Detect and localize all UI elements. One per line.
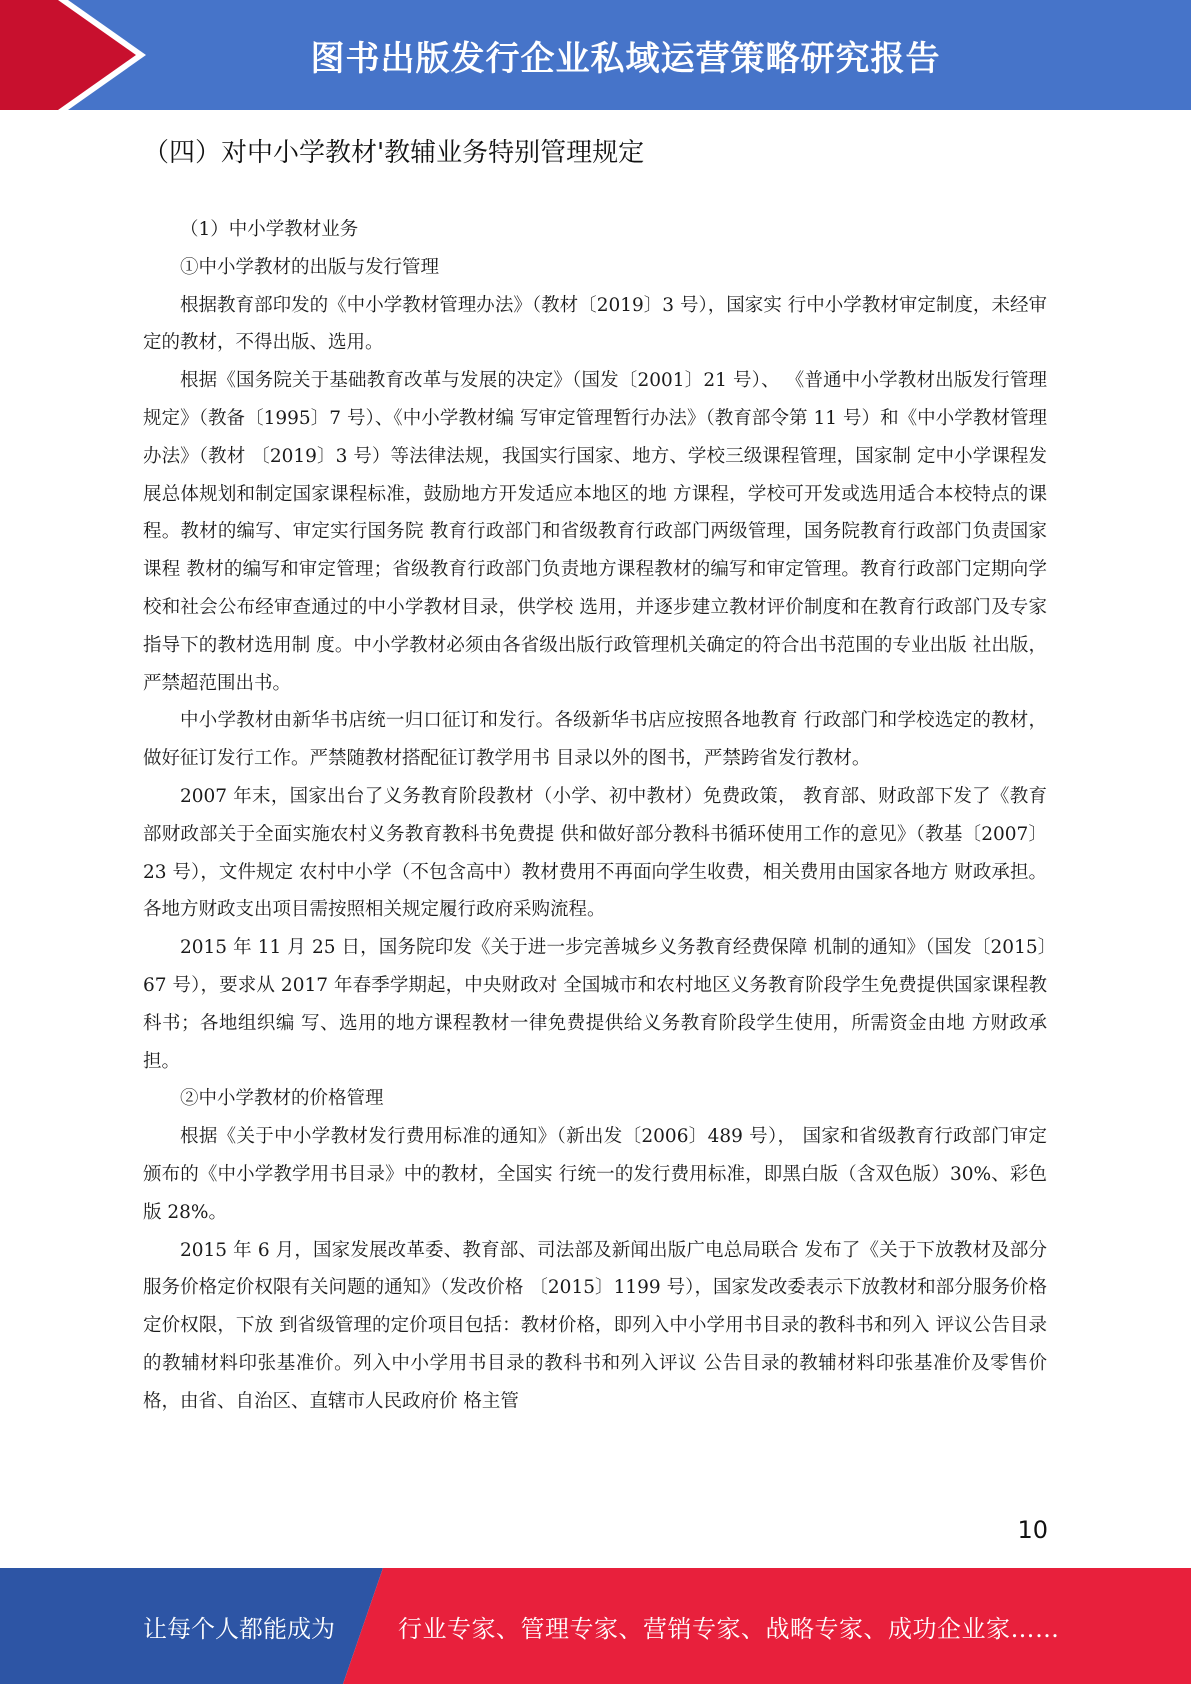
section-heading: （四）对中小学教材'教辅业务特别管理规定 [143, 138, 645, 168]
paragraph-subheading: ②中小学教材的价格管理 [180, 1088, 384, 1110]
paragraph-subheading: （1）中小学教材业务 [180, 219, 359, 240]
footer-slogan-left: 让每个人都能成为 [143, 1614, 335, 1643]
document-title: 图书出版发行企业私域运营策略研究报告 [310, 38, 941, 79]
footer-slogan-right: 行业专家、管理专家、营销专家、战略专家、成功企业家…… [398, 1614, 1060, 1643]
paragraph: 2007 年末，国家出台了义务教育阶段教材（小学、初中教材）免费政策， 教育部、财政部下发了《教育部财政部关于全面实施农村义务教育教科书免费提 供和做好部分教科书循环使用工作的意见》（教基〔2007〕23 号），文件规定 农村中小学（不包含高中）教材费用不再面向学生收费，相关费用由国家各地方 财政承担。各地方财政支出项目需按照相关规定履行政府采购流程。 [143, 785, 1047, 921]
footer-banner [0, 1568, 1191, 1684]
paragraph: 2015 年 6 月，国家发展改革委、教育部、司法部及新闻出版广电总局联合 发布了《关于下放教材及部分服务价格定价权限有关问题的通知》（发改价格 〔2015〕1199 号），国家发改委表示下放教材和部分服务价格定价权限，下放 到省级管理的定价项目包括：教材价格，即列入中小学用书目录的教科书和列入 评议公告目录的教辅材料印张基准价。列入中小学用书目录的教科书和列入评议 公告目录的教辅材料印张基准价及零售价格，由省、自治区、直辖市人民政府价 格主管 [143, 1239, 1047, 1412]
paragraph: 根据教育部印发的《中小学教材管理办法》（教材〔2019〕3 号），国家实 行中小学教材审定制度，未经审定的教材，不得出版、选用。 [143, 294, 1047, 354]
paragraph: 中小学教材由新华书店统一归口征订和发行。各级新华书店应按照各地教育 行政部门和学校选定的教材，做好征订发行工作。严禁随教材搭配征订教学用书 目录以外的图书，严禁跨省发行教材。 [143, 710, 1047, 770]
body-content [143, 211, 1047, 1421]
paragraph-subheading: ①中小学教材的出版与发行管理 [180, 256, 440, 278]
page-number: 10 [1017, 1516, 1048, 1544]
paragraph: 2015 年 11 月 25 日，国务院印发《关于进一步完善城乡义务教育经费保障 机制的通知》（国发〔2015〕67 号），要求从 2017 年春季学期起，中央财政对 全国城市和农村地区义务教育阶段学生免费提供国家课程教科书；各地组织编 写、选用的地方课程教材一律免费提供给义务教育阶段学生使用，所需资金由地 方财政承担。 [143, 937, 1047, 1072]
header-banner [0, 0, 1191, 110]
paragraph: 根据《关于中小学教材发行费用标准的通知》（新出发〔2006〕489 号）， 国家和省级教育行政部门审定颁布的《中小学教学用书目录》中的教材，全国实 行统一的发行费用标准，即黑白版（含双色版）30%、彩色版 28%。 [143, 1126, 1047, 1223]
header-arrow-icon [0, 0, 160, 110]
paragraph: 根据《国务院关于基础教育改革与发展的决定》（国发〔2001〕21 号）、 《普通中小学教材出版发行管理规定》（教备〔1995〕7 号）、《中小学教材编 写审定管理暂行办法》（教育部令第 11 号）和《中小学教材管理办法》（教材 〔2019〕3 号）等法律法规，我国实行国家、地方、学校三级课程管理，国家制 定中小学课程发展总体规划和制定国家课程标准，鼓励地方开发适应本地区的地 方课程，学校可开发或选用适合本校特点的课程。教材的编写、审定实行国务院 教育行政部门和省级教育行政部门两级管理，国务院教育行政部门负责国家课程 教材的编写和审定管理；省级教育行政部门负责地方课程教材的编写和审定管理。教育行政部门定期向学校和社会公布经审查通过的中小学教材目录，供学校 选用，并逐步建立教材评价制度和在教育行政部门及专家指导下的教材选用制 度。中小学教材必须由各省级出版行政管理机关确定的符合出书范围的专业出版 社出版，严禁超范围出书。 [143, 370, 1047, 694]
